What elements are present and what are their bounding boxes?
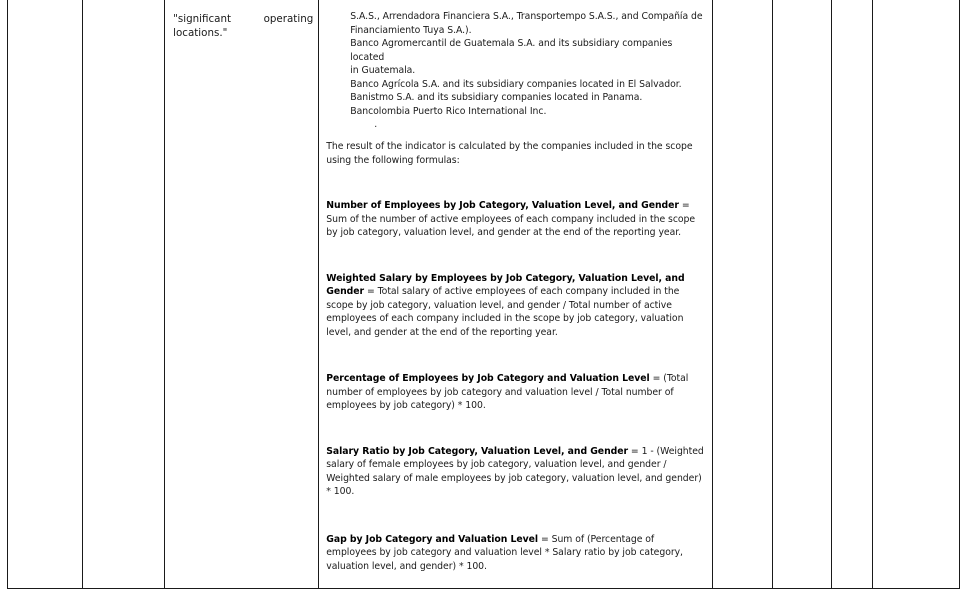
table-row: [8, 0, 960, 589]
scope-text-line-1: "significant operating: [173, 13, 314, 25]
entity-list: [326, 10, 706, 118]
formula-definition: = Sum of the number of active employees of each company included in the scope by job category, valuation level, and gender at the end of the reporting year.: [326, 200, 696, 238]
methodology-content: [319, 0, 712, 573]
formula-salary-ratio: [326, 445, 706, 499]
formula-definition: = (Total number of employees by job category and valuation level / Total number of employees by job category) * 100.: [326, 373, 689, 411]
intro-paragraph: The result of the indicator is calculated by the companies included in the scope using the following formulas:: [326, 141, 693, 166]
empty-cell-7: [832, 0, 873, 589]
empty-cell-5: [713, 0, 772, 589]
formula-definition: = Total salary of active employees of each company included in the scope by job category, valuation level, and gender / Total number of active employees of each company included in the scope by job category, valuation level, and gender at the end of the reporting year.: [326, 286, 684, 338]
entity-line: Banco Agrícola S.A. and its subsidiary companies located in El Salvador.: [350, 78, 682, 90]
scope-cell: [165, 0, 319, 589]
empty-cell-6: [772, 0, 831, 589]
formula-name: Weighted Salary by Employees by Job Category, Valuation Level, and Gender: [326, 272, 685, 297]
formula-name: Number of Employees by Job Category, Valuation Level, and Gender: [326, 200, 679, 211]
entity-line: in Guatemala.: [350, 65, 416, 76]
scope-text-line-2: locations.": [173, 27, 228, 39]
indicator-table: [7, 0, 960, 589]
formula-percentage-of-employees: [326, 372, 706, 413]
formula-definition: = Sum of (Percentage of employees by job category and valuation level * Salary ratio by job category, valuation level, and gender) * 100.: [326, 533, 683, 572]
formula-name: Percentage of Employees by Job Category and Valuation Level: [326, 373, 650, 384]
entity-line: Financiamiento Tuya S.A.).: [350, 24, 472, 36]
entity-line: Banistmo S.A. and its subsidiary companies located in Panama.: [350, 92, 643, 103]
formula-name: Gap by Job Category and Valuation Level: [326, 533, 539, 545]
formula-weighted-salary: [326, 272, 706, 340]
empty-cell-8: [873, 0, 960, 589]
entity-line: S.A.S., Arrendadora Financiera S.A., Transportempo S.A.S., and Compañía de: [350, 11, 703, 22]
methodology-cell: [319, 0, 713, 589]
dot-marker: .: [374, 119, 378, 130]
entity-line: Bancolombia Puerto Rico International Inc.: [350, 105, 547, 117]
entity-line: Banco Agromercantil de Guatemala S.A. and its subsidiary companies located: [350, 38, 673, 63]
formula-definition: = 1 - (Weighted salary of female employees by job category, valuation level, and gender / Weighted salary of male employees by job category, valuation level, and gender) * 100.: [326, 445, 704, 497]
formula-name: Salary Ratio by Job Category, Valuation Level, and Gender: [326, 445, 629, 457]
empty-cell-1: [8, 0, 83, 589]
formula-number-of-employees: [326, 199, 706, 240]
formula-gap: [326, 533, 706, 574]
empty-cell-2: [82, 0, 165, 589]
